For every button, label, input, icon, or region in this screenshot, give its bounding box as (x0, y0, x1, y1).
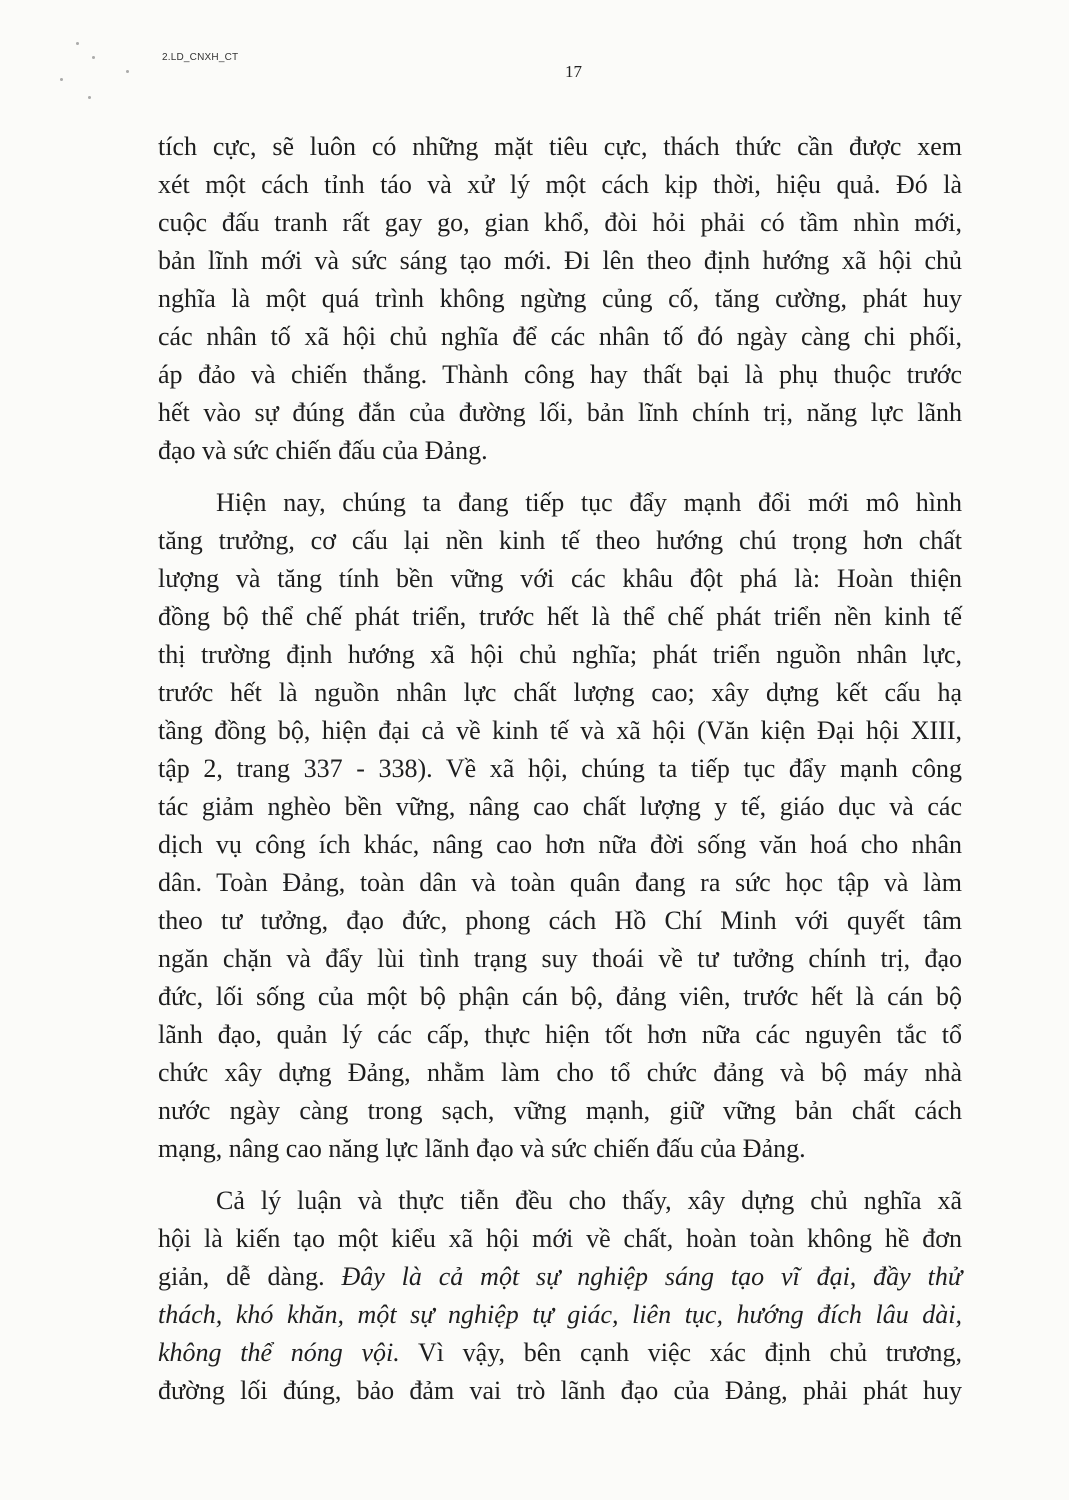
scan-speck (92, 56, 95, 59)
text-line: theo tư tưởng, đạo đức, phong cách Hồ Chí Minh với quyết tâm (158, 906, 962, 935)
text-segment: giản, dễ dàng. (158, 1262, 342, 1291)
text-line: tích cực, sẽ luôn có những mặt tiêu cực, thách thức cần được xem (158, 132, 962, 161)
text-line: ngăn chặn và đẩy lùi tình trạng suy thoái về tư tưởng chính trị, đạo (158, 944, 962, 973)
text-line: hết vào sự đúng đắn của đường lối, bản lĩnh chính trị, năng lực lãnh (158, 398, 962, 427)
text-line: trước hết là nguồn nhân lực chất lượng cao; xây dựng kết cấu hạ (158, 678, 962, 707)
body-text (158, 128, 962, 1410)
text-line: Hiện nay, chúng ta đang tiếp tục đẩy mạnh đổi mới mô hình (216, 488, 962, 517)
text-line: nước ngày càng trong sạch, vững mạnh, giữ vững bản chất cách (158, 1096, 962, 1125)
page-number: 17 (565, 62, 582, 81)
italic-text-segment: không thể nóng vội. (158, 1338, 400, 1367)
text-line: bản lĩnh mới và sức sáng tạo mới. Đi lên theo định hướng xã hội chủ (158, 246, 962, 275)
text-segment: đường lối đúng, bảo đảm vai trò lãnh đạo của Đảng, phải phát huy (158, 1376, 962, 1405)
text-line: mạng, nâng cao năng lực lãnh đạo và sức chiến đấu của Đảng. (158, 1134, 806, 1163)
text-line: dân. Toàn Đảng, toàn dân và toàn quân đang ra sức học tập và làm (158, 868, 962, 897)
text-line: tập 2, trang 337 - 338). Về xã hội, chúng ta tiếp tục đẩy mạnh công (158, 754, 962, 783)
paragraph-gap (158, 1168, 962, 1182)
italic-text-segment: Đây là cả một sự nghiệp sáng tạo vĩ đại, đầy thử (341, 1262, 962, 1291)
paragraph (158, 484, 962, 1168)
text-segment: hội là kiến tạo một kiểu xã hội mới về chất, hoàn toàn không hề đơn (158, 1224, 962, 1253)
paragraph-gap (158, 470, 962, 484)
text-line: lãnh đạo, quản lý các cấp, thực hiện tốt hơn nữa các nguyên tắc tổ (158, 1020, 962, 1049)
text-line: tăng trưởng, cơ cấu lại nền kinh tế theo hướng chú trọng hơn chất (158, 526, 962, 555)
text-line (158, 1334, 962, 1372)
text-line: cuộc đấu tranh rất gay go, gian khổ, đòi hỏi phải có tầm nhìn mới, (158, 208, 962, 237)
text-line (158, 1258, 962, 1296)
scan-speck (60, 78, 63, 81)
text-line: xét một cách tỉnh táo và xử lý một cách kịp thời, hiệu quả. Đó là (158, 170, 962, 199)
text-line: các nhân tố xã hội chủ nghĩa để các nhân tố đó ngày càng chi phối, (158, 322, 962, 351)
text-line: tác giảm nghèo bền vững, nâng cao chất lượng y tế, giáo dục và các (158, 792, 962, 821)
scan-speck (76, 42, 79, 45)
text-line: tầng đồng bộ, hiện đại cả về kinh tế và xã hội (Văn kiện Đại hội XIII, (158, 716, 962, 745)
text-line (158, 1296, 962, 1334)
paragraph (158, 1182, 962, 1410)
text-line (158, 1220, 962, 1258)
text-line: lượng và tăng tính bền vững với các khâu đột phá là: Hoàn thiện (158, 564, 962, 593)
text-line: đức, lối sống của một bộ phận cán bộ, đảng viên, trước hết là cán bộ (158, 982, 962, 1011)
text-line (158, 1372, 962, 1410)
text-segment: Cả lý luận và thực tiễn đều cho thấy, xây dựng chủ nghĩa xã (216, 1186, 962, 1215)
text-line: áp đảo và chiến thắng. Thành công hay thất bại là phụ thuộc trước (158, 360, 962, 389)
text-line: dịch vụ công ích khác, nâng cao hơn nữa đời sống văn hoá cho nhân (158, 830, 962, 859)
italic-text-segment: thách, khó khăn, một sự nghiệp tự giác, liên tục, hướng đích lâu dài, (158, 1300, 962, 1329)
document-code: 2.LD_CNXH_CT (162, 52, 239, 63)
text-line: chức xây dựng Đảng, nhằm làm cho tổ chức đảng và bộ máy nhà (158, 1058, 962, 1087)
paragraph (158, 128, 962, 470)
text-line: thị trường định hướng xã hội chủ nghĩa; phát triển nguồn nhân lực, (158, 640, 962, 669)
text-line: đồng bộ thể chế phát triển, trước hết là thể chế phát triển nền kinh tế (158, 602, 962, 631)
text-segment: Vì vậy, bên cạnh việc xác định chủ trương, (399, 1338, 963, 1367)
scan-speck (126, 70, 129, 73)
scan-speck (88, 96, 91, 99)
text-line: nghĩa là một quá trình không ngừng củng cố, tăng cường, phát huy (158, 284, 962, 313)
text-line: đạo và sức chiến đấu của Đảng. (158, 436, 488, 465)
text-line (158, 1182, 962, 1220)
